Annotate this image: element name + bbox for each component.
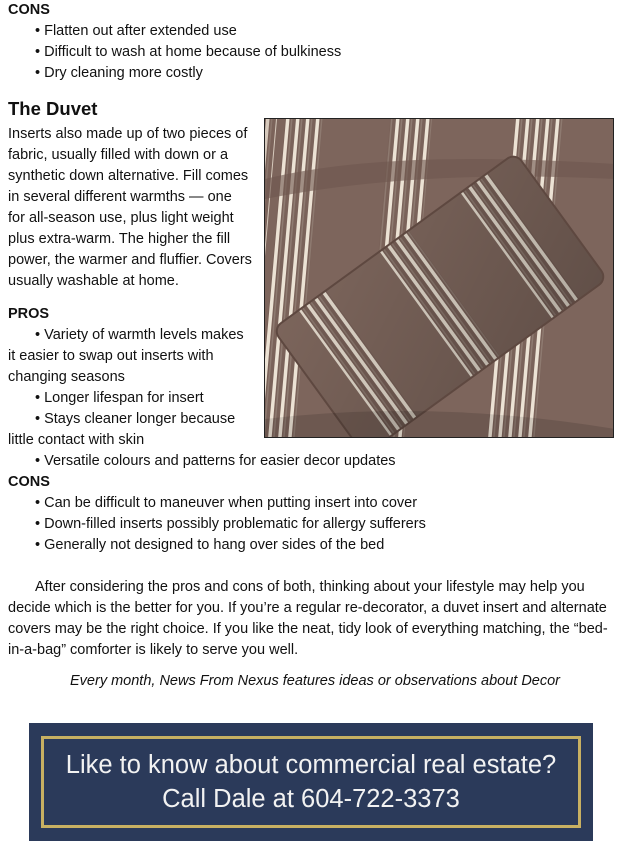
banner-line-2: Call Dale at 604-722-3373 <box>162 785 460 813</box>
list-item: • Flatten out after extended use <box>35 23 237 39</box>
list-item: • Difficult to wash at home because of bulkiness <box>35 44 342 60</box>
list-item: • Versatile colours and patterns for easier decor updates <box>35 453 396 469</box>
list-item: • Dry cleaning more costly <box>35 65 203 81</box>
list-item: • Down-filled inserts possibly problematic for allergy sufferers <box>35 516 426 532</box>
duvet-intro: Inserts also made up of two pieces of fabric, usually filled with down or a synthetic down alternative. Fill comes in several different warmths — one for all-season use, plus light weight plus extra-warm. The higher the fill power, the warmer and fluffier. Covers usually washable at home. <box>8 126 252 289</box>
promo-banner[interactable] <box>29 723 593 841</box>
list-item: • Longer lifespan for insert <box>35 390 204 406</box>
list-item: • Stays cleaner longer because little contact with skin <box>8 411 236 448</box>
conclusion-paragraph: After considering the pros and cons of both, thinking about your lifestyle may help you decide which is the better for you. If you’re a regular re-decorator, a duvet insert and alternate covers may be the right choice. If you like the neat, tidy look of everything matching, the “bed-in-a-bag” comforter is likely to serve you well. <box>8 579 608 658</box>
pros-heading: PROS <box>8 306 50 322</box>
cons-heading: CONS <box>8 474 50 490</box>
banner-frame <box>41 736 581 828</box>
list-item: • Generally not designed to hang over sides of the bed <box>35 537 385 553</box>
list-item: • Variety of warmth levels makes it easier to swap out inserts with changing seasons <box>8 327 244 385</box>
section-heading: The Duvet <box>8 98 98 119</box>
article-body <box>8 0 614 692</box>
cons-heading: CONS <box>8 2 50 18</box>
banner-line-1: Like to know about commercial real estate? <box>65 751 557 779</box>
footer-note: Every month, News From Nexus features ideas or observations about Decor <box>70 673 560 689</box>
list-item: • Can be difficult to maneuver when putting insert into cover <box>35 495 418 511</box>
duvet-photo <box>264 118 614 438</box>
